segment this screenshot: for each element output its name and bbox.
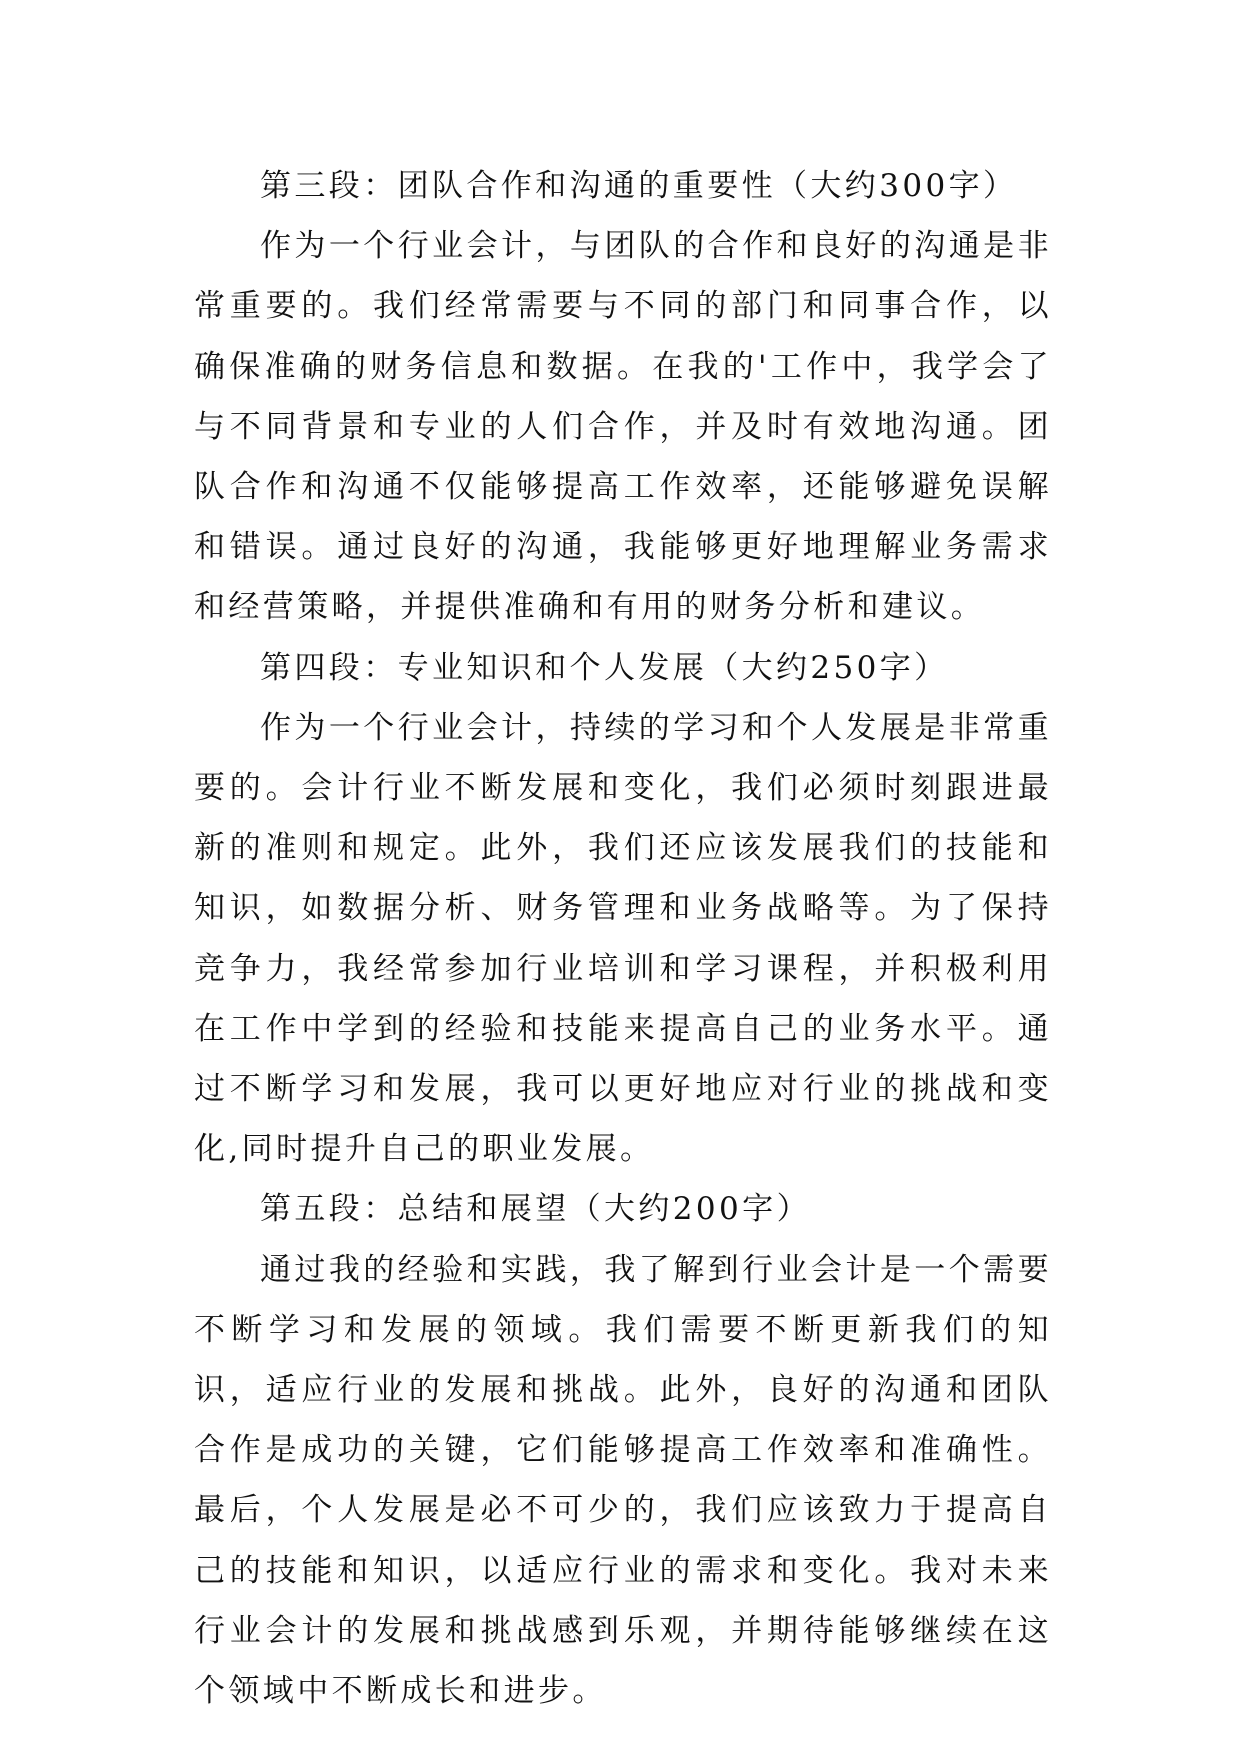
section-heading: 第五段：总结和展望（大约200字） — [260, 1191, 811, 1228]
section-paragraph: 通过我的经验和实践，我了解到行业会计是一个需要不断学习和发展的领域。我们需要不断更新我们的知识，适应行业的发展和挑战。此外，良好的沟通和团队合作是成功的关键，它们能够提高工作效率和准确性。最后，个人发展是必不可少的，我们应该致力于提高自己的技能和知识，以适应行业的需求和变化。我对未来行业会计的发展和挑战感到乐观，并期待能够继续在这个领域中不断成长和进步。 — [194, 1251, 1052, 1710]
section-paragraph: 作为一个行业会计，与团队的合作和良好的沟通是非常重要的。我们经常需要与不同的部门和同事合作，以确保准确的财务信息和数据。在我的'工作中，我学会了与不同背景和专业的人们合作，并及时有效地沟通。团队合作和沟通不仅能够提高工作效率，还能够避免误解和错误。通过良好的沟通，我能够更好地理解业务需求和经营策略，并提供准确和有用的财务分析和建议。 — [194, 228, 1052, 626]
document-body — [194, 156, 1052, 1721]
section-heading: 第四段：专业知识和个人发展（大约250字） — [260, 649, 949, 686]
section-heading: 第三段：团队合作和沟通的重要性（大约300字） — [260, 168, 1018, 204]
section-paragraph: 作为一个行业会计，持续的学习和个人发展是非常重要的。会计行业不断发展和变化，我们必须时刻跟进最新的准则和规定。此外，我们还应该发展我们的技能和知识，如数据分析、财务管理和业务战略等。为了保持竞争力，我经常参加行业培训和学习课程，并积极利用在工作中学到的经验和技能来提高自己的业务水平。通过不断学习和发展，我可以更好地应对行业的挑战和变化,同时提升自己的职业发展。 — [194, 709, 1052, 1168]
